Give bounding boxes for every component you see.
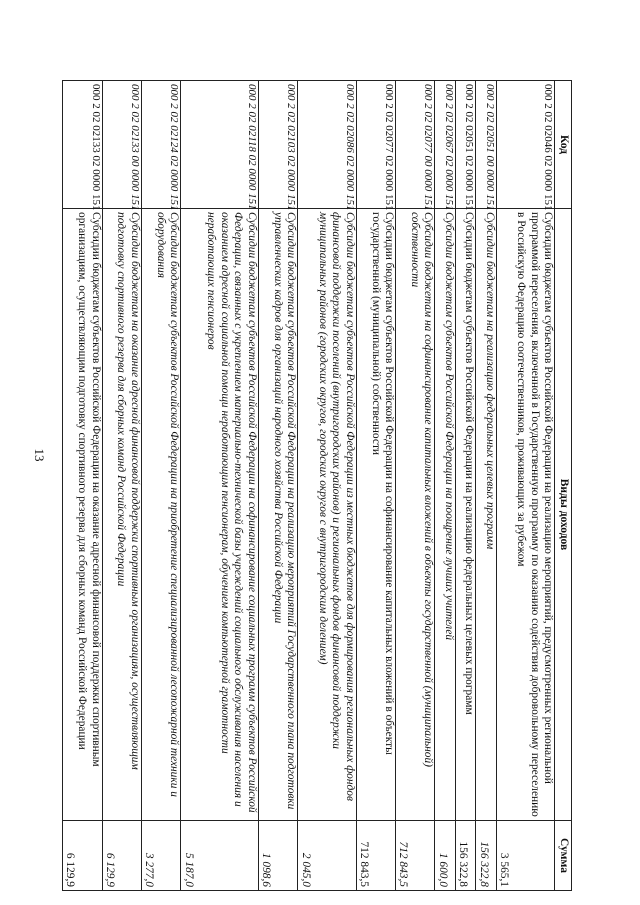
name-cell: Субсидии бюджетам субъектов Российской Федерации на поощрение лучших учителей	[435, 209, 455, 821]
sum-cell: 5 187,0	[181, 821, 258, 891]
code-cell: 000 2 02 02124 02 0000 151	[141, 81, 180, 209]
name-cell: Субсидии бюджетам субъектов Российской Федерации на реализацию федеральных целевых программ	[455, 209, 475, 821]
table-row	[476, 81, 496, 891]
code-cell: 000 2 02 02086 02 0000 151	[298, 81, 356, 209]
sum-cell: 3 277,0	[141, 821, 180, 891]
sum-cell: 1 600,0	[435, 821, 455, 891]
name-cell: Субсидии бюджетам на софинансирование капитальных вложений в объекты государственной (муниципальной) собственности	[395, 209, 434, 821]
revenue-table-sheet	[62, 80, 572, 890]
table-row	[63, 81, 103, 891]
code-cell: 000 2 02 02067 02 0000 151	[435, 81, 455, 209]
table-row	[455, 81, 475, 891]
table-row	[102, 81, 141, 891]
code-cell: 000 2 02 02077 00 0000 151	[395, 81, 434, 209]
code-cell: 000 2 02 02051 00 0000 151	[476, 81, 496, 209]
table-body	[63, 81, 555, 891]
rotated-table-wrapper	[62, 80, 572, 890]
sum-cell: 2 045,0	[298, 821, 356, 891]
sum-cell: 6 129,9	[102, 821, 141, 891]
table-row	[298, 81, 356, 891]
code-cell: 000 2 02 02051 02 0000 151	[455, 81, 475, 209]
name-cell: Субсидии бюджетам субъектов Российской Федерации на приобретение специализированной лесопожарной техники и оборудования	[141, 209, 180, 821]
header-sum: Сумма	[555, 821, 572, 891]
revenue-table	[62, 80, 572, 891]
name-cell: Субсидии бюджетам на оказание адресной финансовой поддержки спортивным организациям, осуществляющим подготовку спортивного резерва для сборных команд Российской Федерации	[102, 209, 141, 821]
table-row	[435, 81, 455, 891]
header-code: Код	[555, 81, 572, 209]
table-row	[181, 81, 258, 891]
name-cell: Субсидии бюджетам субъектов Российской Федерации на реализацию мероприятий, предусмотренных региональной программой переселения, включенной в Государственную программу по оказанию содействия добровольному переселению в Российскую Федерацию соотечественников, проживающих за рубежом	[496, 209, 554, 821]
table-row	[356, 81, 395, 891]
header-name: Виды доходов	[555, 209, 572, 821]
sum-cell: 712 843,5	[356, 821, 395, 891]
table-row	[395, 81, 434, 891]
sum-cell: 3 565,1	[496, 821, 554, 891]
sum-cell: 712 843,5	[395, 821, 434, 891]
table-row	[141, 81, 180, 891]
name-cell: Субсидии бюджетам на реализацию федеральных целевых программ	[476, 209, 496, 821]
code-cell: 000 2 02 02118 02 0000 151	[181, 81, 258, 209]
code-cell: 000 2 02 02133 00 0000 151	[102, 81, 141, 209]
table-row	[496, 81, 554, 891]
page-number: 13	[32, 448, 47, 462]
code-cell: 000 2 02 02103 02 0000 151	[258, 81, 297, 209]
sum-cell: 1 098,6	[258, 821, 297, 891]
table-header-row	[555, 81, 572, 891]
name-cell: Субсидии бюджетам субъектов Российской Федерации на реализацию мероприятий Государственного плана подготовки управленческих кадров для организаций народного хозяйства Российской Федерации	[258, 209, 297, 821]
code-cell: 000 2 02 02133 02 0000 151	[63, 81, 103, 209]
code-cell: 000 2 02 02077 02 0000 151	[356, 81, 395, 209]
sum-cell: 6 129,9	[63, 821, 103, 891]
table-row	[258, 81, 297, 891]
name-cell: Субсидии бюджетам субъектов Российской Федерации на софинансирование социальных программ субъектов Российской Федерации, связанных с укреплением материально-технической базы учреждений социального обслуживания населения и оказанием адресной социальной помощи неработающим пенсионерам, обучением компьютерной грамотности неработающих пенсионеров	[181, 209, 258, 821]
sum-cell: 156 322,8	[455, 821, 475, 891]
code-cell: 000 2 02 02046 02 0000 151	[496, 81, 554, 209]
name-cell: Субсидии бюджетам субъектов Российской Федерации из местных бюджетов для формирования региональных фондов финансовой поддержки поселений (внутригородских районов) и региональных фондов финансовой поддержки муниципальных районов (городских округов, городских округов с внутригородским делением)	[298, 209, 356, 821]
name-cell: Субсидии бюджетам субъектов Российской Федерации на оказание адресной финансовой поддержки спортивным организациям, осуществляющим подготовку спортивного резерва для сборных команд Российской Федерации	[63, 209, 103, 821]
sum-cell: 156 322,8	[476, 821, 496, 891]
name-cell: Субсидии бюджетам субъектов Российской Федерации на софинансирование капитальных вложений в объекты государственной (муниципальной) собственности	[356, 209, 395, 821]
